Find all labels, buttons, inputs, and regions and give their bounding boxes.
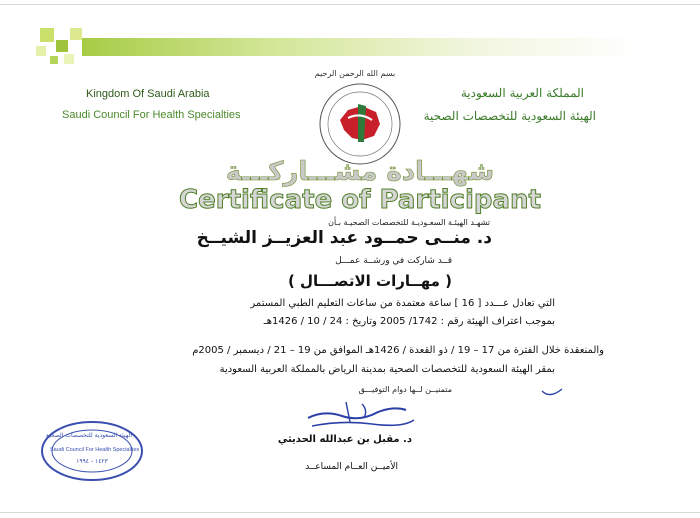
certificate-title-ar: شهـــادة مشـــاركـــة xyxy=(225,157,495,187)
hours-line: التي تعادل عـــدد [ 16 ] ساعة معتمدة من ساعات التعليم الطبي المستمر xyxy=(250,298,555,309)
signatory-title: الأميــن العــام المساعــد xyxy=(305,462,398,472)
council-logo xyxy=(318,82,402,166)
period-line: والمنعقدة خلال الفترة من 17 – 19 / ذو القعدة / 1426هـ الموافق من 19 – 21 / ديسمبر / 2005م xyxy=(192,345,604,356)
signatory-name: د. مقبل بن عبدالله الحديثي xyxy=(277,434,412,445)
header-country-ar: المملكة العربية السعودية xyxy=(460,86,584,100)
recipient-name: د. منــى حمــود عبد العزيــز الشيــخ xyxy=(196,228,492,248)
venue-line: بمقر الهيئة السعودية للتخصصات الصحية بمدينة الرياض بالمملكة العربية السعودية xyxy=(219,364,555,375)
stamp-outer-text: الهيئة السعودية للتخصصات الصحية xyxy=(45,432,132,439)
accreditation-line: بموجب اعتراف الهيئة رقم : 1742/ 2005 وتاريخ : 24 / 10 / 1426هـ xyxy=(263,316,555,327)
header-country-en: Kingdom Of Saudi Arabia xyxy=(86,88,210,100)
workshop-title: ( مهــارات الاتصـــال ) xyxy=(287,272,452,290)
signature xyxy=(302,396,422,432)
signature-mark xyxy=(540,384,564,396)
bottom-border-line xyxy=(0,512,700,513)
header-council-en: Saudi Council For Health Specialties xyxy=(62,109,241,121)
participation-line: قــد شاركت في ورشــة عمـــل xyxy=(335,256,452,266)
basmala: بسم الله الرحمن الرحيم xyxy=(314,69,396,78)
header-gradient-bar xyxy=(82,38,642,56)
wishes-line: متمنيــن لــها دوام التوفيـــق xyxy=(358,385,452,394)
certificate-title-en: Certificate of Participant xyxy=(179,185,541,215)
certificate-intro: تشهـد الهيئـة السعـوديـة للتخصصات الصحيـة بـأن xyxy=(328,218,490,227)
stamp-numbers: ١٤٢٣ - ١٩٩٤ xyxy=(76,458,108,465)
header-council-ar: الهيئة السعودية للتخصصات الصحية xyxy=(423,109,596,123)
top-border-line xyxy=(0,4,700,5)
stamp-inner-text: Saudi Council For Health Specialties xyxy=(50,447,140,453)
